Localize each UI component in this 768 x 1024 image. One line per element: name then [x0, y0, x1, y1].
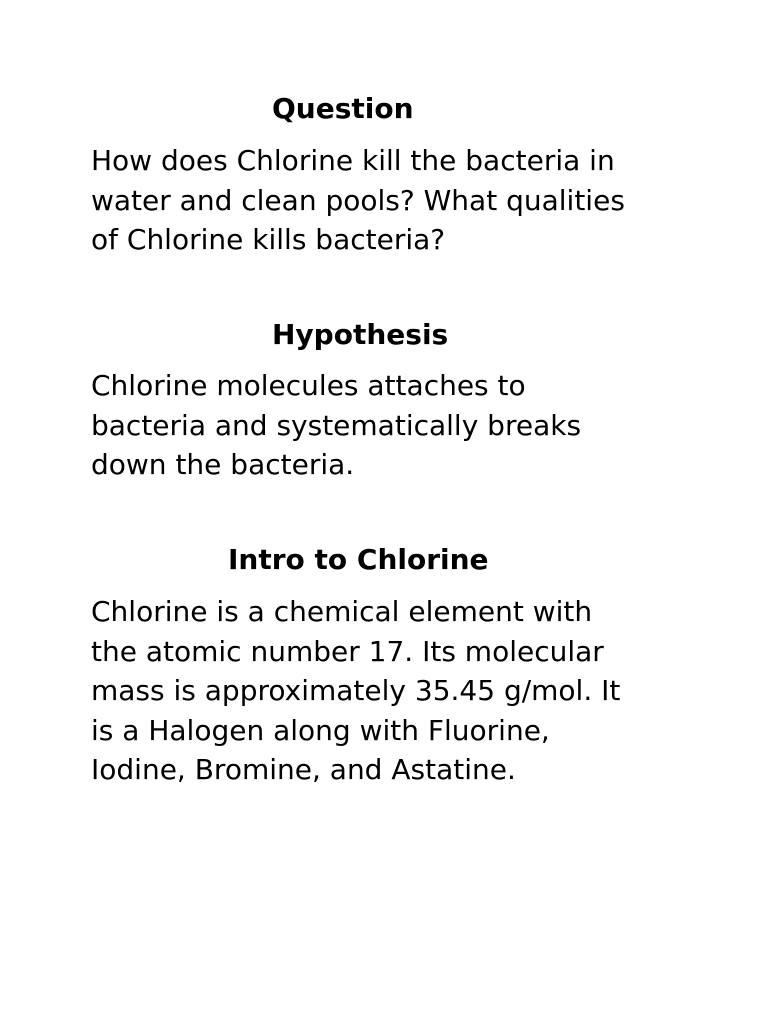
- intro-line: Iodine, Bromine, and Astatine.: [91, 753, 516, 786]
- question-heading: Question: [272, 92, 414, 125]
- intro-line: the atomic number 17. Its molecular: [91, 634, 604, 668]
- hypothesis-line: bacteria and systematically breaks: [91, 408, 582, 442]
- question-line: of Chlorine kills bacteria?: [91, 223, 446, 256]
- hypothesis-heading: Hypothesis: [272, 318, 449, 351]
- question-line: water and clean pools? What qualities: [91, 183, 625, 217]
- question-paragraph: [91, 141, 691, 260]
- intro-heading: Intro to Chlorine: [228, 543, 489, 576]
- intro-paragraph: [91, 592, 691, 790]
- intro-line: Chlorine is a chemical element with: [91, 595, 593, 628]
- hypothesis-paragraph: [91, 366, 691, 485]
- intro-line: mass is approximately 35.45 g/mol. It: [91, 674, 621, 707]
- intro-line: is a Halogen along with Fluorine,: [91, 713, 550, 747]
- question-line: How does Chlorine kill the bacteria in: [91, 144, 615, 177]
- hypothesis-line: Chlorine molecules attaches to: [91, 369, 526, 402]
- hypothesis-line: down the bacteria.: [91, 448, 355, 481]
